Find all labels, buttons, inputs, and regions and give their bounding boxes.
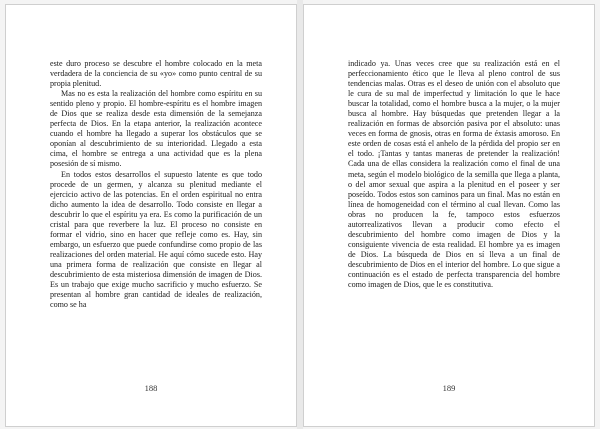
- left-page-text: [50, 59, 262, 310]
- paragraph: En todos estos desarrollos el supuesto latente es que todo procede de un germen, y alcanza su plenitud mediante el ejercicio activo de las potencias. En el orden espiritual no entra dicho aumento la idea de desarrollo. Todo consiste en llegar a descubrir lo que el espíritu ya era. Es como la purificación de un cristal para que reverbere la luz. El proceso no consiste en formar el vidrio, sino en hacer que refleje como es. Hay, sin embargo, un esfuerzo que puede confundirse como propio de las realizaciones del orden material. He aquí cómo sucede esto. Hay una primera forma de realización que consiste en llegar al descubrimiento de esta misteriosa dimensión de imagen de Dios. Es un trabajo que exige mucho sacrificio y mucho esfuerzo. Se presentan al hombre gran cantidad de ideales de realización, como se ha: [50, 169, 262, 310]
- page-number: 189: [442, 383, 456, 393]
- right-page-text: [348, 59, 560, 290]
- paragraph: Mas no es esta la realización del hombre como espíritu en su sentido pleno y propio. El hombre-espíritu es el hombre imagen de Dios que se realiza desde esta dimensión de la semejanza perfecta de Dios. En la etapa anterior, la realización acontece cuando el hombre ha llegado a superar los obstáculos que se oponían al descubrimiento de su interioridad. Llegado a esta cima, el hombre se entrega a una actividad que es la plena posesión de sí mismo.: [50, 89, 262, 169]
- paragraph: indicado ya. Unas veces cree que su realización está en el perfeccionamiento ético que le lleva al pleno control de sus tendencias malas. Otras es el deseo de unión con el absoluto que le cura de su mal de imperfectud y limitación lo que le hace buscar la totalidad, como el hombre busca a la mujer, o la mujer busca al hombre. Hay búsquedas que pretenden llegar a la realización en formas de absorción pasiva por el absoluto: unas veces en forma de gnosis, otras en forma de éxtasis amoroso. En este orden de cosas está el anhelo de la pérdida del propio ser en el todo. ¡Tantas y tantas maneras de pretender la realización! Cada una de ellas considera la realización como el final de una meta, según el modelo biológico de la semilla que llega a planta, o del amor sexual que aspira a la plenitud en el poseer y ser poseído. Todos estos son caminos para un final. Mas no están en línea de homogeneidad con el término al cual llevan. Como las obras no producen la fe, tampoco estos esfuerzos autorrealizativos llevan a producir como efecto el descubrimiento del hombre como imagen de Dios y la consiguiente vivencia de esta realidad. El hombre ya es imagen de Dios. La búsqueda de Dios en sí lleva a un final de descubrimiento de Dios en el interior del hombre. Lo que sigue a continuación es el estado de perfecta transparencia del hombre como imagen de Dios, que le es constitutiva.: [348, 59, 560, 290]
- right-page: [303, 4, 595, 427]
- left-page: [5, 4, 297, 427]
- paragraph: este duro proceso se descubre el hombre colocado en la meta verdadera de la conciencia de su «yo» como punto central de su propia plenitud.: [50, 59, 262, 89]
- page-number: 188: [144, 383, 158, 393]
